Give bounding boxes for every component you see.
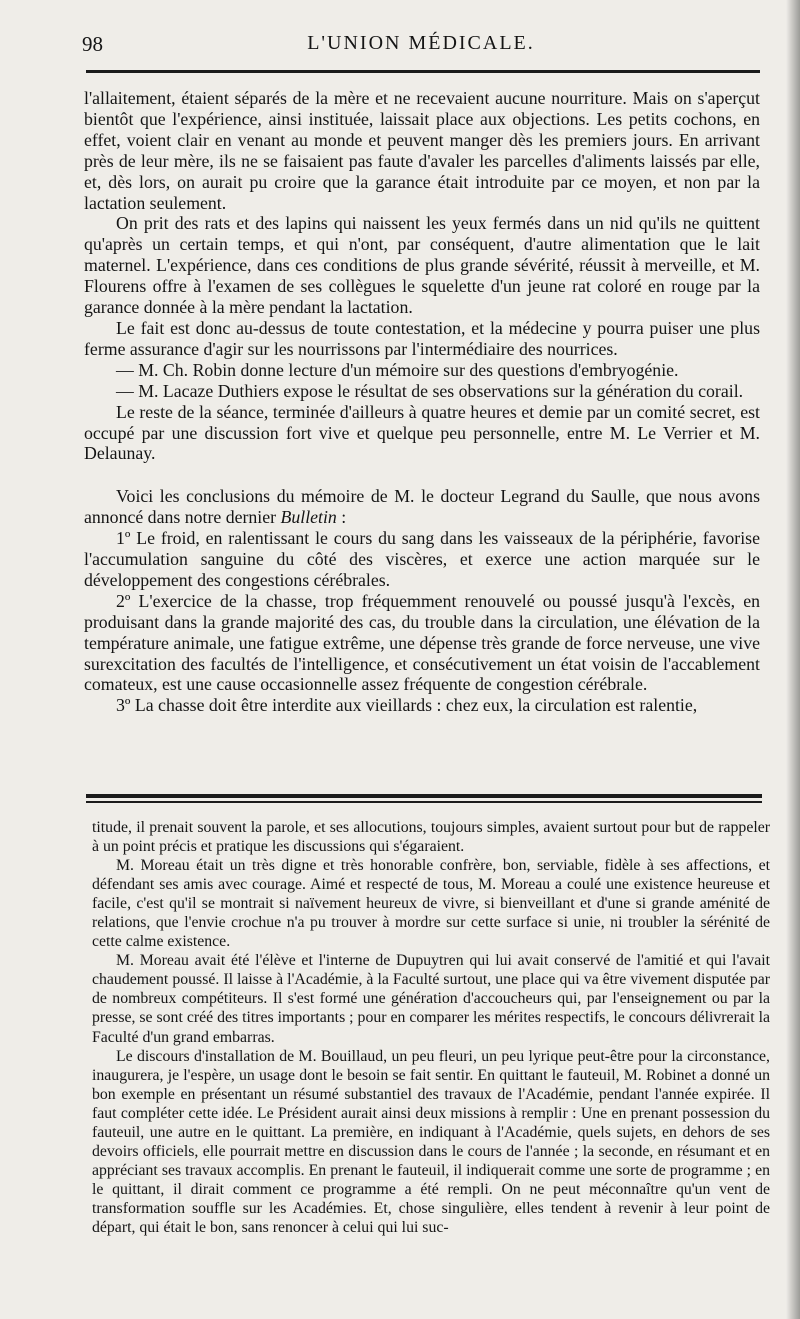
paragraph: — M. Ch. Robin donne lecture d'un mémoire sur des questions d'embryogénie. xyxy=(116,359,679,380)
paragraph: Le reste de la séance, terminée d'ailleurs à quatre heures et demie par un comité secret, est occupé par une discussion fort vive et quelque peu personnelle, entre M. Le Verrier et M. Delaunay. xyxy=(84,401,760,464)
paragraph: — M. Lacaze Duthiers expose le résultat de ses observations sur la génération du corail. xyxy=(116,380,744,401)
feuilleton-paragraph: Le discours d'installation de M. Bouillaud, un peu fleuri, un peu lyrique peut-être pour la circonstance, inaugurera, je l'espère, un usage dont le besoin se fait sentir. En quittant le fauteuil, M. Robinet a donné un bon exemple en présentant un résumé substantiel des travaux de l'Académie, pendant l'année expirée. Il faut compléter cette idée. Le Président aurait ainsi deux missions à remplir : Une en prenant possession du fauteuil, une autre en le quittant. La première, en indiquant à l'Académie, quels sujets, en dehors de ses devoirs officiels, elle pourrait mettre en discussion dans le cours de l'année ; la seconde, en résumant et en appréciant ses travaux accomplis. En prenant le fauteuil, il indiquerait comme une sorte de programme ; en le quittant, il dirait comment ce programme a été rempli. On ne peut méconnaître qu'un vent de transformation souffle sur les Académies. Et, chose singulière, elles tendent à revenir à leur point de départ, qui était le bon, sans renoncer à celui qui lui suc- xyxy=(92,1047,770,1236)
page-header xyxy=(82,30,760,60)
header-rule xyxy=(86,70,760,73)
feuilleton-column xyxy=(92,818,770,1237)
paragraph: l'allaitement, étaient séparés de la mère et ne recevaient aucune nourriture. Mais on s'aperçut bientôt que l'expérience, ainsi instituée, laissait place aux objections. Les petits cochons, en effet, voient clair en venant au monde et peuvent manger dès les premiers jours. En arrivant près de leur mère, ils ne se faisaient pas faute d'avaler les parcelles d'aliments laissés par elle, et, dès lors, on aurait pu croire que la garance était introduite par ce moyen, et non par la lactation seulement. xyxy=(84,88,760,213)
feuilleton-paragraph: M. Moreau avait été l'élève et l'interne de Dupuytren qui lui avait conservé de l'amitié et qui l'avait chaudement poussé. Il laisse à l'Académie, à la Faculté surtout, une place qui va être vivement disputée par de nombreux compétiteurs. Il s'est formé une génération d'accoucheurs qui, par l'enseignement ou par la presse, se sont créé des titres importants ; pour en comparer les mérites respectifs, le concours délivrerait la Faculté d'un grand embarras. xyxy=(92,952,770,1046)
running-title: L'UNION MÉDICALE. xyxy=(307,32,535,54)
paragraph: Le fait est donc au-dessus de toute contestation, et la médecine y pourra puiser une plus ferme assurance d'agir sur les nourrissons par l'intermédiaire des nourrices. xyxy=(84,317,760,359)
page-edge-shadow xyxy=(786,0,800,1319)
conclusion-item: 3º La chasse doit être interdite aux vieillards : chez eux, la circulation est ralentie, xyxy=(116,695,698,716)
conclusion-item: 1º Le froid, en ralentissant le cours du sang dans les vaisseaux de la périphérie, favorise l'accumulation sanguine du côté des viscères, et exerce une action marquée sur le développement des congestions cérébrales. xyxy=(84,528,760,590)
feuilleton-paragraph: titude, il prenait souvent la parole, et ses allocutions, toujours simples, avaient surtout pour but de rappeler à un point précis et pratique les discussions qui s'égaraient. xyxy=(92,819,770,856)
bulletin-reference: Bulletin xyxy=(280,507,337,528)
page-number: 98 xyxy=(82,32,103,56)
conclusions-intro xyxy=(84,486,760,528)
paragraph: On prit des rats et des lapins qui naissent les yeux fermés dans un nid qu'ils ne quittent qu'après un certain temps, et qui n'ont, par conséquent, d'autre alimentation que le lait maternel. L'expérience, dans ces conditions de plus grande sévérité, réussit à merveille, et M. Flourens offre à l'examen de ses collègues le squelette d'un jeune rat coloré en rouge par la garance donnée à la mère pendant la lactation. xyxy=(84,213,760,318)
feuilleton-paragraph: M. Moreau était un très digne et très honorable confrère, bon, serviable, fidèle à ses affections, et défendant ses amis avec courage. Aimé et respecté de tous, M. Moreau a coulé une existence heureuse et facile, c'est qu'il se montrait si naïvement heureux de vivre, si bienveillant et d'une si grande aménité de relations, que l'envie crochue n'a pu trouver à mordre sur cette surface si unie, ni troubler la sérénité de cette calme existence. xyxy=(92,857,770,951)
main-text-column xyxy=(84,88,760,716)
feuilleton-divider xyxy=(86,794,762,803)
conclusion-item: 2º L'exercice de la chasse, trop fréquemment renouvelé ou poussé jusqu'à l'excès, en produisant dans la grande majorité des cas, du trouble dans la circulation, une élévation de la température animale, une fatigue extrême, une dépense très grande de force nerveuse, une vive surexcitation des facultés de l'intelligence, et consécutivement un état voisin de l'accablement comateux, est une cause occasionnelle assez fréquente de congestion cérébrale. xyxy=(84,590,760,695)
conclusions-intro-colon: : xyxy=(336,507,347,528)
conclusions-intro-text: Voici les conclusions du mémoire de M. le docteur Legrand du Saulle, que nous avons annoncé dans notre dernier xyxy=(84,486,760,528)
